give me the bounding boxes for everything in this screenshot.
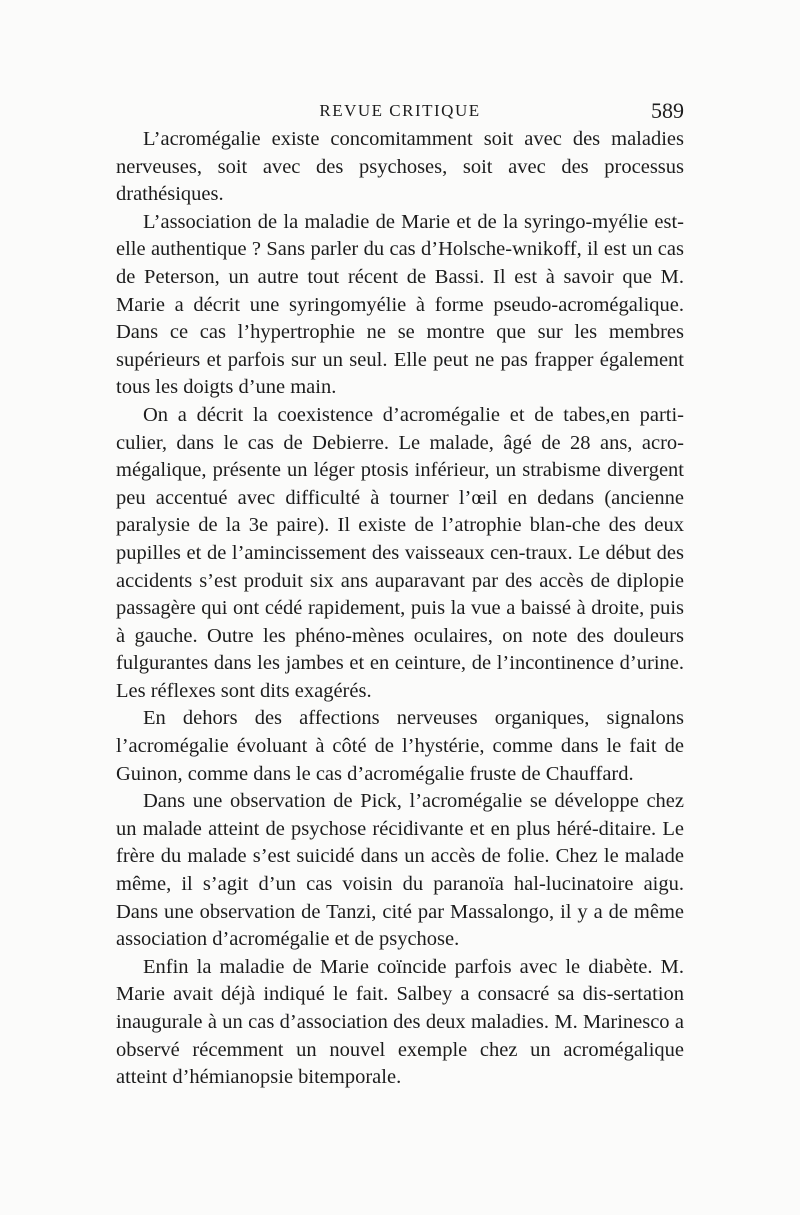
paragraph-coexistence: L’acromégalie existe concomitamment soit avec des maladies nerveuses, soit avec des psychoses, soit avec des processus drathésiques. xyxy=(116,128,684,206)
page-number: 589 xyxy=(651,98,684,123)
paragraph-tabes: On a décrit la coexistence d’acromégalie et de tabes,en parti-culier, dans le cas de Debierre. Le malade, âgé de 28 ans, acro-mégalique, présente un léger ptosis inférieur, un strabisme divergent peu accentué avec difficulté à tourner l’œil en dedans (ancienne paralysie de la 3e paire). Il existe de l’atrophie blan-che des deux pupilles et de l’amincissement des vaisseaux cen-traux. Le début des accidents s’est produit six ans auparavant par des accès de diplopie passagère qui ont cédé rapidement, puis la vue a baissé à droite, puis à gauche. Outre les phéno-mènes oculaires, on note des douleurs fulgurantes dans les jambes et en ceinture, de l’incontinence d’urine. Les réflexes sont dits exagérés. xyxy=(116,403,684,702)
running-title: REVUE CRITIQUE xyxy=(319,101,481,120)
paragraph-hysteria: En dehors des affections nerveuses organiques, signalons l’acromégalie évoluant à côté de l’hystérie, comme dans le fait de Guinon, comme dans le cas d’acromégalie fruste de Chauffard. xyxy=(116,707,684,785)
body-text xyxy=(116,126,684,1092)
paragraph-syringomyelia: L’association de la maladie de Marie et de la syringo-myélie est-elle authentique ? Sans parler du cas d’Holsche-wnikoff, il est un cas de Peterson, un autre tout récent de Bassi. Il est à savoir que M. Marie a décrit une syringomyélie à forme pseudo-acromégalique. Dans ce cas l’hypertrophie ne se montre que sur les membres supérieurs et parfois sur un seul. Elle peut ne pas frapper également tous les doigts d’une main. xyxy=(116,210,684,399)
running-head xyxy=(116,96,684,126)
paragraph-diabetes: Enfin la maladie de Marie coïncide parfois avec le diabète. M. Marie avait déjà indiqué le fait. Salbey a consacré sa dis-sertation inaugurale à un cas d’association des deux maladies. M. Marinesco a observé récemment un nouvel exemple chez un acromégalique atteint d’hémianopsie bitemporale. xyxy=(116,955,684,1089)
paragraph-psychosis: Dans une observation de Pick, l’acromégalie se développe chez un malade atteint de psychose récidivante et en plus héré-ditaire. Le frère du malade s’est suicidé dans un accès de folie. Chez le malade même, il s’agit d’un cas voisin du paranoïa hal-lucinatoire aigu. Dans une observation de Tanzi, cité par Massalongo, il y a de même association d’acromégalie et de psychose. xyxy=(116,790,684,951)
